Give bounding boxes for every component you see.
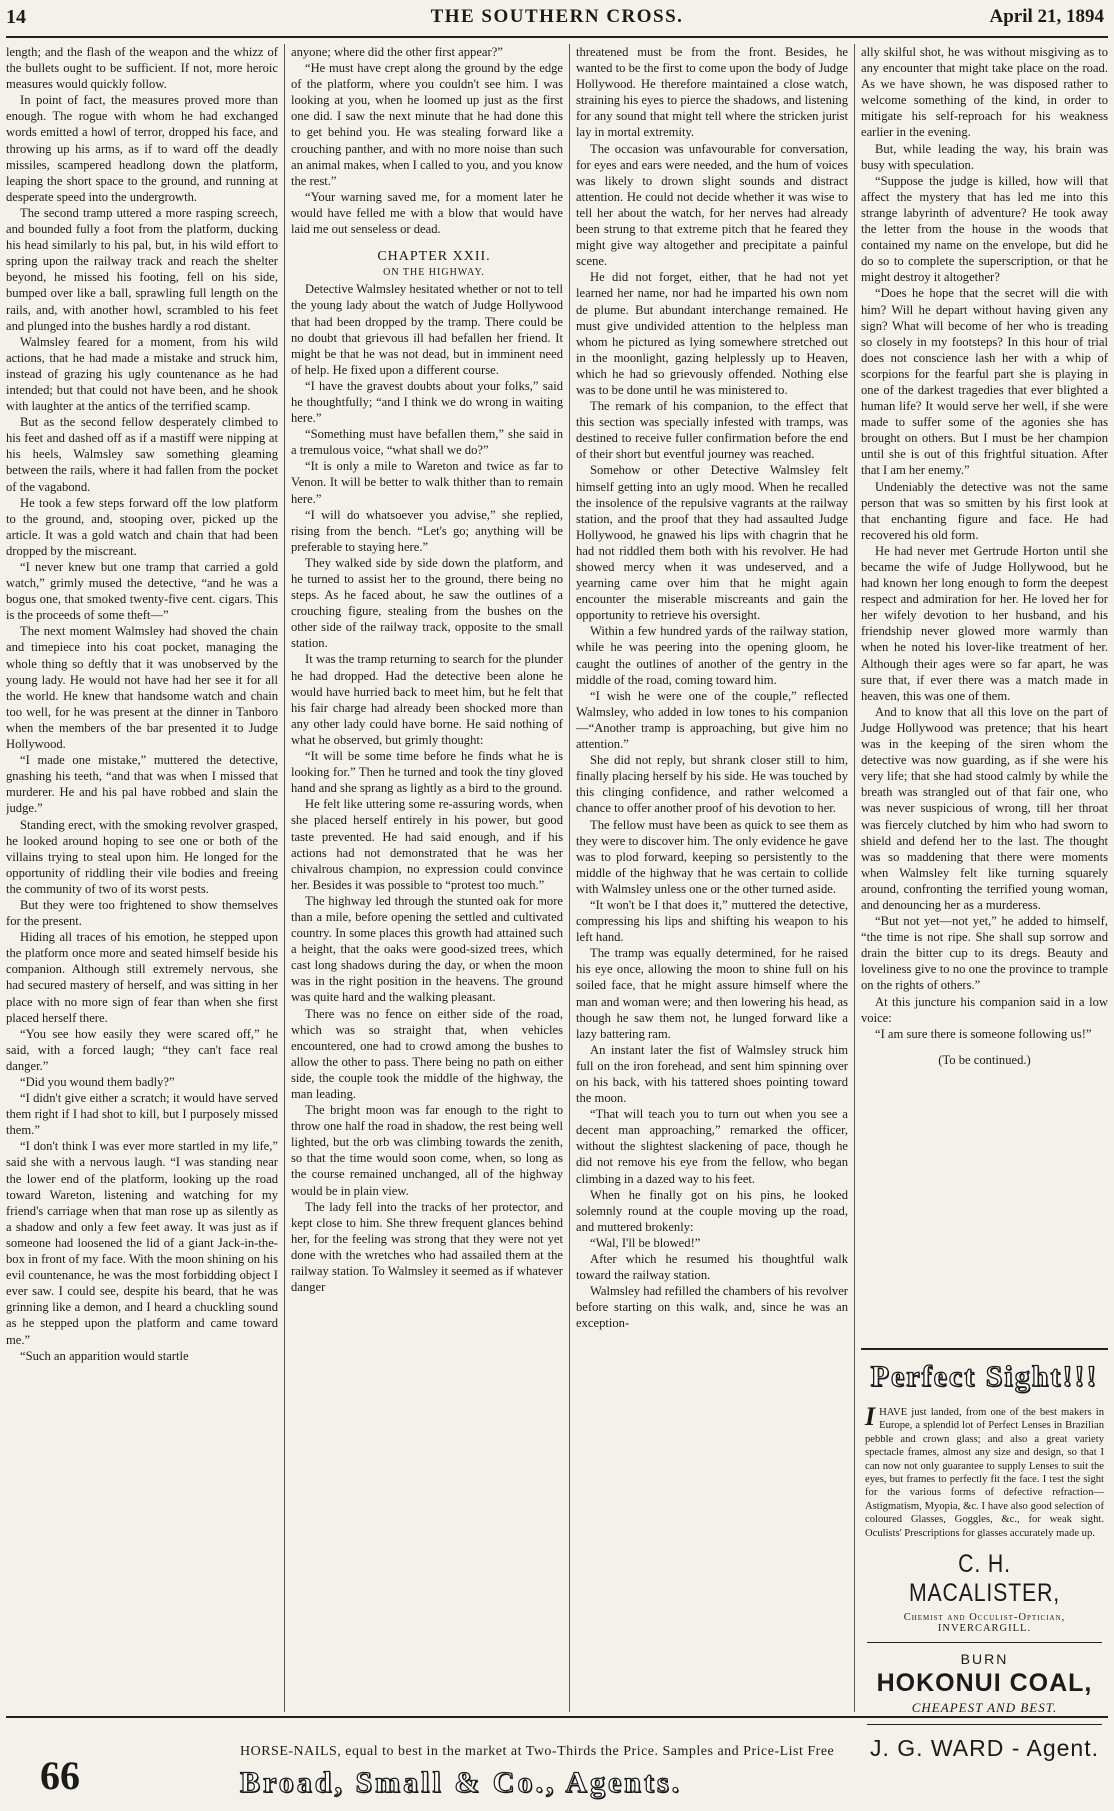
column-1	[6, 44, 278, 1712]
footer-horse-nails-line: HORSE-NAILS, equal to best in the market at Two-Thirds the Price. Samples and Price-List Free	[240, 1744, 835, 1759]
footer-advert	[0, 1722, 1114, 1808]
footer-rule	[6, 1716, 1108, 1718]
paragraph: Walmsley feared for a moment, from his wild actions, that he had made a mistake and struck him, instead of grazing his ugly countenance as he had intended; but that could not have been, and he shook with laughter at the antics of the terrified scamp.	[6, 334, 278, 414]
paragraph: She did not reply, but shrank closer still to him, finally placing herself by his side. He was touched by this clinging confidence, and rather welcomed a chance to offer another proof of his devotion to her.	[576, 753, 848, 816]
paragraph: The bright moon was far enough to the right to throw one half the road in shadow, the rest being well lighted, but the orb was climbing towards the zenith, so that the time would soon come, when, so long as the course remained unchanged, all of the highway would be in plain view.	[291, 1103, 563, 1198]
ad-divider	[867, 1642, 1102, 1643]
paragraph: The occasion was unfavourable for conversation, for eyes and ears were needed, and the hum of voices was likely to drown slight sounds and distract attention. He could not decide whether it was wise to tell her about the watch, for her nerves had already been strung to that extreme pitch that he feared they might give way altogether and precipitate a painful scene.	[576, 141, 848, 269]
paragraph: And to know that all this love on the part of Judge Hollywood was pretence; that his heart was in the keeping of the siren whom the detective was now guarding, as if she were his very life; that she had stood calmly by while the breath was strangled out of that fair one, who was never suspicious of wrong, till her throat was fiercely clutched by him who had sworn to shield and defend her to the last. The thought was so maddening that there were moments when Walmsley felt like turning squarely around, confronting the terrified young woman, and denouncing her as a murderess.	[861, 704, 1108, 912]
paragraph: “That will teach you to turn out when you see a decent man approaching,” remarked the officer, without the slightest slackening of pace, though he did not remove his eye from the fellow, who began climbing in a dazed way to his feet.	[576, 1107, 848, 1186]
paragraph: “Did you wound them badly?”	[20, 1075, 175, 1089]
column-2-post	[291, 281, 563, 1295]
ad-merchant-role: Chemist and Occulist-Optician,	[903, 1612, 1066, 1624]
paragraph: ally skilful shot, he was without misgiving as to any encounter that might take place on the road. As we have shown, he was disposed rather to welcome something of the kind, in order to mitigate his self-reproach for his weakness earlier in the evening.	[861, 45, 1108, 140]
paragraph: “I will do whatsoever you advise,” she replied, rising from the bench. “Let's go; anything will be preferable to staying here.”	[291, 507, 563, 554]
paragraph: “But not yet—not yet,” he added to himself, “the time is not ripe. She shall sup sorrow and drain the bitter cup to its dregs. Beauty and loveliness give to no one the province to trample on the rights of others.”	[861, 914, 1108, 993]
paragraph: He had never met Gertrude Horton until she became the wife of Judge Hollywood, but he had known her long enough to form the deepest respect and admiration for her. He loved her for her wifely devotion to her husband, and his friendship never glowed more warmly than when he noted his lover-like treatment of her. Although their ages were so far apart, he was sure that, if ever there was a match made in heaven, this was one of them.	[861, 543, 1108, 703]
ad-coal: HOKONUI COAL,	[876, 1669, 1093, 1698]
ad-merchant-town: INVERCARGILL.	[937, 1623, 1032, 1635]
paragraph: It was the tramp returning to search for the plunder he had dropped. Had the detective been alone he would have hurried back to meet him, but he felt that his fair charge had already been shocked more than any other lady could have borne. He said nothing of what he observed, but grimly thought:	[291, 652, 563, 747]
masthead	[0, 0, 1114, 36]
paragraph: “I wish he were one of the couple,” reflected Walmsley, who added in low tones to his companion—“Another tramp is approaching, but give him no attention.”	[576, 688, 848, 752]
paragraph: There was no fence on either side of the road, which was so straight that, when vehicles encountered, one had to crowd among the bushes to allow the other to pass. There being no path on either side, the couple took the middle of the highway, the man leading.	[291, 1006, 563, 1101]
paragraph: But they were too frightened to show themselves for the present.	[6, 897, 278, 929]
paragraph: “Such an apparition would startle	[20, 1348, 189, 1363]
paragraph: The second tramp uttered a more rasping screech, and bounded fully a foot from the platform, ducking his head similarly to his pal, but, in his wild effort to spring upon the railway track and reach the shelter beyond, he missed his footing, fell on his side, bumped over like a ball, sprawling full length on the rails, and, with another howl, scrambled to his feet and plunged into the bushes hardly a rod distant.	[6, 205, 278, 333]
advertisement	[861, 1348, 1108, 1762]
paragraph: length; and the flash of the weapon and the whizz of the bullets ought to be sufficient. If not, more heroic measures would quickly follow.	[6, 45, 278, 92]
paragraph: “It is only a mile to Wareton and twice as far to Venon. It will be better to walk thither than to remain here.”	[291, 459, 563, 506]
paragraph: Somehow or other Detective Walmsley felt himself getting into an ugly mood. When he recalled the insolence of the repulsive vagrants at the railway station, and the proof that they had assaulted Judge Hollywood, he gnawed his lips with chagrin that he had not riddled them both with his revolver. He had showed mercy when it was undeserved, and a yearning came over him that he might again encounter the miserable miscreants and gain the opportunity to retrieve his oversight.	[576, 463, 848, 623]
paragraph: “Wal, I'll be blowed!”	[590, 1235, 701, 1250]
paragraph: The next moment Walmsley had shoved the chain and timepiece into his coat pocket, managing the whole thing so deftly that it was unobserved by the young lady. He would not have had her see it for all the world. He knew that handsome watch and chain too well, for he was present at the dinner in Tanboro when the members of the bar presented it to Judge Hollywood.	[6, 624, 278, 752]
ad-agent: J. G. WARD - Agent.	[869, 1735, 1100, 1762]
paragraph: He felt like uttering some re-assuring words, when she placed herself entirely in his power, but good taste prevented. He had said enough, and if his actions had not demonstrated that he was her chivalrous champion, no expression could convince her. Besides it was possible to “protest too much.”	[291, 797, 563, 892]
ad-merchant-name: C. H. MACALISTER,	[908, 1550, 1061, 1608]
ad-burn: BURN	[960, 1651, 1009, 1668]
paragraph: “It will be some time before he finds what he is looking for.” Then he turned and took the tiny gloved hand and she sprang as lightly as a bird to the ground.	[291, 749, 563, 796]
paragraph: At this juncture his companion said in a low voice:	[861, 994, 1108, 1025]
paragraph: “Something must have befallen them,” she said in a tremulous voice, “what shall we do?”	[291, 427, 563, 458]
paragraph: The remark of his companion, to the effect that this section was specially infested with tramps, was destined to receive fuller confirmation before the end of their short but eventful journey was reached.	[576, 399, 848, 462]
paragraph: anyone; where did the other first appear?”	[291, 45, 503, 59]
paragraph: But as the second fellow desperately climbed to his feet and dashed off as if a mastiff were nipping at his heels, Walmsley saw something gleaming between the rails, where it had fallen from the pocket of the vagabond.	[6, 415, 278, 494]
paragraph: When he finally got on his pins, he looked solemnly round at the couple moving up the road, and muttered brokenly:	[576, 1187, 848, 1234]
paragraph: “I am sure there is someone following us!”	[875, 1026, 1092, 1041]
to-be-continued: (To be continued.)	[938, 1052, 1031, 1067]
footer-agents: Broad, Small & Co., Agents.	[240, 1766, 683, 1799]
footer-quote-mark: 66	[40, 1753, 80, 1798]
paragraph: In point of fact, the measures proved more than enough. The rogue with whom he had exchanged words emitted a howl of terror, dropped his face, and throwing up his arms, as if to ward off the deadly missiles, scampered headlong down the platform, leaping the short space to the ground, and running at desperate speed into the undergrowth.	[6, 93, 278, 204]
paragraph: threatened must be from the front. Besides, he wanted to be the first to come upon the body of Judge Hollywood. He therefore maintained a close watch, straining his eyes to pierce the shadows, and listening for any sound that might tell where the stricken jurist lay in mortal extremity.	[576, 45, 848, 140]
paragraph: Undeniably the detective was not the same person that was so smitten by his first look at that enchanting figure and face. He had recovered his old form.	[861, 479, 1108, 542]
paragraph: “I don't think I was ever more startled in my life,” said she with a nervous laugh. “I was standing near the lower end of the platform, looking up the road toward Wareton, listening and watching for my friend's carriage when that man rose up as silently as a shadow and only a few feet away. It was just as if someone had loosened the lid of a giant Jack-in-the-box in front of my face. With the moon shining on his evil countenance, he was the most forbidding object I ever saw. I could see, despite his beard, that he was grinning like a demon, and I heard a chuckling sound as he stepped upon the platform and came toward me.”	[6, 1139, 278, 1347]
paragraph: The lady fell into the tracks of her protector, and kept close to him. She threw frequent glances behind her, for the feeling was strong that they were not yet done with the wretches who had assailed them at the railway station. To Walmsley it seemed as if whatever danger	[291, 1199, 563, 1295]
issue-date: April 21, 1894	[989, 6, 1104, 27]
chapter-subheading: ON THE HIGHWAY.	[383, 267, 485, 279]
ad-dropcap: I	[865, 1402, 876, 1431]
paragraph: But, while leading the way, his brain was busy with speculation.	[861, 141, 1108, 172]
ad-tagline: CHEAPEST AND BEST.	[911, 1700, 1058, 1716]
paragraph: “You see how easily they were scared off,” he said, with a forced laugh; “they can't face real danger.”	[6, 1026, 278, 1073]
paragraph: After which he resumed his thoughtful walk toward the railway station.	[576, 1252, 848, 1283]
paragraph: “Suppose the judge is killed, how will that affect the mystery that has led me into this strange labyrinth of adventure? He took away the letter from the house in the woods that contained my name on the envelope, but did he do so to complete the superscription, or that he might destroy it altogether?	[861, 173, 1108, 285]
page-number: 14	[6, 6, 26, 28]
paragraph: Standing erect, with the smoking revolver grasped, he looked around hoping to see one or both of the villains trying to steal upon him. He longed for the opportunity of riddling their vile bodies and freeing the community of two of its worst pests.	[6, 817, 278, 896]
masthead-rule	[6, 36, 1108, 38]
column-4	[861, 44, 1108, 1344]
paragraph: The highway led through the stunted oak for more than a mile, before opening the settled and cultivated country. In some places this growth had attained such a height, that the oaks were good-sized trees, which cast long shadows during the day, or when the moon was in the right position in the heavens. The ground was quite hard and the walking pleasant.	[291, 893, 563, 1005]
chapter-heading: CHAPTER XXII.	[377, 249, 491, 265]
paragraph: “It won't be I that does it,” muttered the detective, compressing his lips and shifting his weapon to his left hand.	[576, 897, 848, 945]
paragraph: “Your warning saved me, for a moment later he would have felled me with a blow that would have laid me out senseless or dead.	[291, 189, 563, 237]
paragraph: The fellow must have been as quick to see them as they were to discover him. The only evidence he gave was to plod forward, keeping so persistently to the middle of the highway that he was certain to collide with Walmsley unless one or the other turned aside.	[576, 817, 848, 896]
column-divider	[284, 44, 285, 1712]
column-3	[576, 44, 848, 1712]
paragraph: “Does he hope that the secret will die with him? Will he depart without having given any sign? What will become of her who is treading so closely in my footsteps? In this hour of trial does not conscience lash her with a whip of scorpions for the fearful part she is playing in one of the darkest tragedies that ever blighted a human life? It would serve her well, if she were made to suffer some of the agonies she has brought on others. But I must be her champion until she is out of this frightful situation. After that I am her enemy.”	[861, 286, 1108, 478]
paragraph: He took a few steps forward off the low platform to the ground, and, stooping over, picked up the article. It was a gold watch and chain that had been dropped by the miscreant.	[6, 495, 278, 558]
column-2-pre	[291, 44, 563, 237]
column-divider	[854, 44, 855, 1712]
ad-body-text: HAVE just landed, from one of the best makers in Europe, a splendid lot of Perfect Lenses in Brazilian pebble and crown glass; and also a great variety spectacle frames, almost any size and design, so that I can now not only guarantee to supply Lenses to suit the eyes, but frames to perfectly fit the face. I test the sight for the various forms of defective refraction—Astigmatism, Myopia, &c. I have also good selection of coloured Glasses, Goggles, &c., for weak sight. Oculists' Prescriptions for glasses accurately made up.	[865, 1407, 1104, 1539]
paragraph: Walmsley had refilled the chambers of his revolver before starting on this walk, and, since he was an exception-	[576, 1284, 848, 1331]
column-4-body	[861, 44, 1108, 1042]
newspaper-title: THE SOUTHERN CROSS.	[430, 6, 684, 27]
paragraph: “I never knew but one tramp that carried a gold watch,” grimly mused the detective, “and he was a bogus one, that smoked twenty-five cent. cigars. This is the proceeds of some theft—”	[6, 560, 278, 623]
paragraph: “He must have crept along the ground by the edge of the platform, where you couldn't see him. I was looking at you, when he loomed up just as the first one did. I saw the next minute that he had done this to get behind you. He was stealing forward like a crouching panther, and with no more noise than such an animal makes, when I called to you, and you know the rest.”	[291, 61, 563, 188]
paragraph: An instant later the fist of Walmsley struck him full on the iron forehead, and sent him spinning over on his back, with his tattered shoes pointing toward the moon.	[576, 1042, 848, 1106]
paragraph: “I didn't give either a scratch; it would have served them right if I had shot to kill, but I purposely missed them.”	[6, 1091, 278, 1138]
ad-body	[861, 1402, 1108, 1540]
paragraph: Within a few hundred yards of the railway station, while he was peering into the opening gloom, he caught the outlines of another of the gentry in the middle of the road, coming toward him.	[576, 624, 848, 687]
column-2	[291, 44, 563, 1712]
paragraph: Detective Walmsley hesitated whether or not to tell the young lady about the watch of Judge Hollywood that had been dropped by the tramp. There could be no doubt that grievous ill had befallen her friend. It might be that he was not dead, but in imminent need of help. He fixed upon a different course.	[291, 282, 563, 377]
paragraph: “I made one mistake,” muttered the detective, gnashing his teeth, “and that was when I missed that murderer. He and his pal have robbed and slain the judge.”	[6, 753, 278, 816]
paragraph: He did not forget, either, that he had not yet learned her name, nor had he imparted his own nom de plume. But abundant interchange remained. He must give undivided attention to the helpless man whom he pictured as lying somewhere stretched out in the moonlight, gazing helplessly up to Heaven, which he had so grievously offended. Nothing else was to be done until he was ministered to.	[576, 270, 848, 397]
paragraph: “I have the gravest doubts about your folks,” said he thoughtfully; “and I think we do wrong in waiting here.”	[291, 378, 563, 426]
ad-title: Perfect Sight!!!	[870, 1360, 1099, 1393]
paragraph: Hiding all traces of his emotion, he stepped upon the platform once more and seated himself beside his companion. Although still extremely nervous, she had secured mastery of herself, and was sitting in her place with no more sign of fear than when she first placed herself there.	[6, 930, 278, 1025]
paragraph: They walked side by side down the platform, and he turned to assist her to the ground, there being no steps. As he faced about, he saw the outlines of a crouching figure, stealing from the bushes on the other side of the railway track, opposite to the small station.	[291, 555, 563, 651]
paragraph: The tramp was equally determined, for he raised his eye once, allowing the moon to shine full on his soiled face, that he might assure himself where the man and woman were; and then lowering his head, as though he saw them not, he lunged forward like a lazy battering ram.	[576, 946, 848, 1041]
column-divider	[569, 44, 570, 1712]
